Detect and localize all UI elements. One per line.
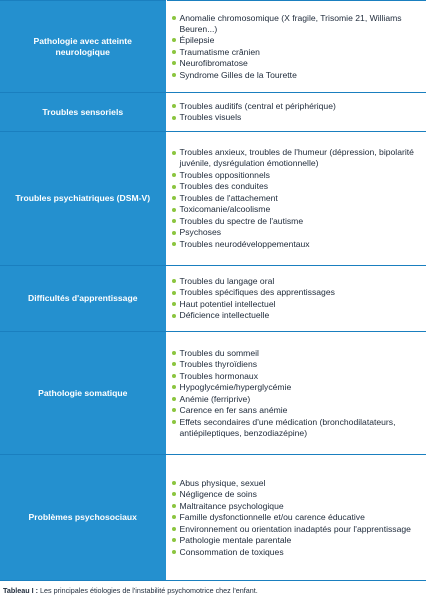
list-item	[172, 382, 423, 393]
list-item-text: Environnement ou orientation inadaptés pour l'apprentissage	[179, 523, 411, 534]
list-item	[172, 512, 423, 523]
list-item	[172, 287, 423, 298]
bullet-icon	[172, 104, 176, 108]
bullet-icon	[172, 492, 176, 496]
list-item-text: Famille dysfonctionnelle et/ou carence éducative	[179, 512, 365, 523]
table-row	[0, 332, 426, 455]
category-cell: Difficultés d'apprentissage	[0, 266, 166, 332]
list-item	[172, 112, 423, 123]
list-item-text: Maltraitance psychologique	[179, 500, 284, 511]
list-item	[172, 348, 423, 359]
items-cell	[166, 132, 426, 266]
item-list	[172, 101, 423, 123]
list-item-text: Consommation de toxiques	[179, 546, 284, 557]
list-item	[172, 216, 423, 227]
bullet-icon	[172, 481, 176, 485]
list-item-text: Neurofibromatose	[179, 58, 248, 68]
list-item	[172, 501, 423, 512]
list-item	[172, 489, 423, 500]
bullet-icon	[172, 291, 176, 295]
bullet-icon	[172, 515, 176, 519]
bullet-icon	[172, 397, 176, 401]
list-item-text: Troubles oppositionnels	[179, 169, 270, 180]
list-item-text: Syndrome Gilles de la Tourette	[179, 69, 297, 80]
list-item-text: Troubles hormonaux	[179, 370, 258, 381]
items-cell	[166, 266, 426, 332]
list-item	[172, 359, 423, 370]
list-item-text: Anomalie chromosomique (X fragile, Trisomie 21, Williams Beuren...)	[179, 12, 402, 34]
list-item-text: Épilepsie	[179, 35, 215, 45]
table-row	[0, 93, 426, 132]
table-row	[0, 132, 426, 266]
items-cell	[166, 93, 426, 132]
list-item-text: Troubles du spectre de l'autisme	[179, 215, 304, 226]
list-item	[172, 417, 423, 439]
category-cell: Pathologie avec atteinte neurologique	[0, 1, 166, 93]
item-list	[172, 13, 423, 81]
bullet-icon	[172, 242, 176, 246]
list-item-text: Troubles de l'attachement	[179, 192, 278, 203]
item-list	[172, 276, 423, 321]
list-item-text: Troubles visuels	[179, 112, 242, 123]
bullet-icon	[172, 279, 176, 283]
bullet-icon	[172, 185, 176, 189]
bullet-icon	[172, 314, 176, 318]
list-item-text: Haut potentiel intellectuel	[179, 298, 276, 309]
list-item	[172, 478, 423, 489]
table-row	[0, 455, 426, 581]
bullet-icon	[172, 504, 176, 508]
items-cell	[166, 1, 426, 93]
bullet-icon	[172, 408, 176, 412]
list-item-text: Troubles du sommeil	[179, 347, 259, 358]
list-item	[172, 405, 423, 416]
list-item	[172, 204, 423, 215]
list-item-text: Anémie (ferriprive)	[179, 393, 251, 404]
bullet-icon	[172, 16, 176, 20]
list-item	[172, 170, 423, 181]
list-item	[172, 535, 423, 546]
list-item	[172, 524, 423, 535]
bullet-icon	[172, 219, 176, 223]
bullet-icon	[172, 196, 176, 200]
list-item-text: Troubles neurodéveloppementaux	[179, 238, 310, 249]
list-item	[172, 70, 423, 81]
list-item-text: Troubles du langage oral	[179, 275, 275, 286]
table-caption	[3, 586, 423, 595]
list-item-text: Négligence de soins	[179, 489, 257, 500]
items-cell	[166, 455, 426, 581]
list-item	[172, 147, 423, 169]
bullet-icon	[172, 231, 176, 235]
category-cell: Troubles psychiatriques (DSM-V)	[0, 132, 166, 266]
table-row	[0, 1, 426, 93]
list-item	[172, 181, 423, 192]
list-item-text: Troubles des conduites	[179, 181, 269, 192]
bullet-icon	[172, 61, 176, 65]
list-item	[172, 394, 423, 405]
list-item-text: Traumatisme crânien	[179, 46, 260, 57]
list-item	[172, 547, 423, 558]
bullet-icon	[172, 173, 176, 177]
bullet-icon	[172, 550, 176, 554]
list-item	[172, 239, 423, 250]
bullet-icon	[172, 208, 176, 212]
list-item-text: Troubles spécifiques des apprentissages	[179, 287, 335, 298]
bullet-icon	[172, 302, 176, 306]
table-body	[0, 1, 426, 581]
items-cell	[166, 332, 426, 455]
bullet-icon	[172, 362, 176, 366]
list-item-text: Troubles auditifs (central et périphérique)	[179, 100, 336, 111]
category-cell: Pathologie somatique	[0, 332, 166, 455]
list-item-text: Pathologie mentale parentale	[179, 535, 292, 546]
bullet-icon	[172, 527, 176, 531]
list-item	[172, 371, 423, 382]
list-item-text: Abus physique, sexuel	[179, 477, 266, 488]
bullet-icon	[172, 116, 176, 120]
item-list	[172, 147, 423, 249]
list-item	[172, 310, 423, 321]
list-item-text: Effets secondaires d'une médication (bronchodilatateurs, antiépileptiques, benzodiazépine)	[179, 416, 396, 438]
bullet-icon	[172, 538, 176, 542]
list-item	[172, 47, 423, 58]
caption-label: Tableau I :	[3, 586, 39, 595]
category-cell: Problèmes psychosociaux	[0, 455, 166, 581]
bullet-icon	[172, 351, 176, 355]
bullet-icon	[172, 420, 176, 424]
bullet-icon	[172, 38, 176, 42]
caption-text: Les principales étiologies de l'instabilité psychomotrice chez l'enfant.	[38, 586, 258, 595]
bullet-icon	[172, 151, 176, 155]
list-item	[172, 58, 423, 69]
list-item	[172, 299, 423, 310]
bullet-icon	[172, 73, 176, 77]
list-item	[172, 227, 423, 238]
category-cell: Troubles sensoriels	[0, 93, 166, 132]
list-item	[172, 193, 423, 204]
list-item-text: Toxicomanie/alcoolisme	[179, 204, 271, 215]
bullet-icon	[172, 374, 176, 378]
bullet-icon	[172, 385, 176, 389]
list-item-text: Troubles anxieux, troubles de l'humeur (dépression, bipolarité juvénile, dysrégulation émotionnelle)	[179, 147, 414, 169]
list-item-text: Carence en fer sans anémie	[179, 405, 288, 416]
list-item-text: Psychoses	[179, 227, 222, 238]
list-item	[172, 101, 423, 112]
list-item	[172, 13, 423, 35]
list-item-text: Hypoglycémie/hyperglycémie	[179, 382, 292, 393]
list-item	[172, 35, 423, 46]
list-item-text: Troubles thyroïdiens	[179, 359, 258, 370]
list-item-text: Déficience intellectuelle	[179, 310, 270, 321]
bullet-icon	[172, 50, 176, 54]
list-item	[172, 276, 423, 287]
item-list	[172, 478, 423, 558]
item-list	[172, 348, 423, 439]
table-row	[0, 266, 426, 332]
